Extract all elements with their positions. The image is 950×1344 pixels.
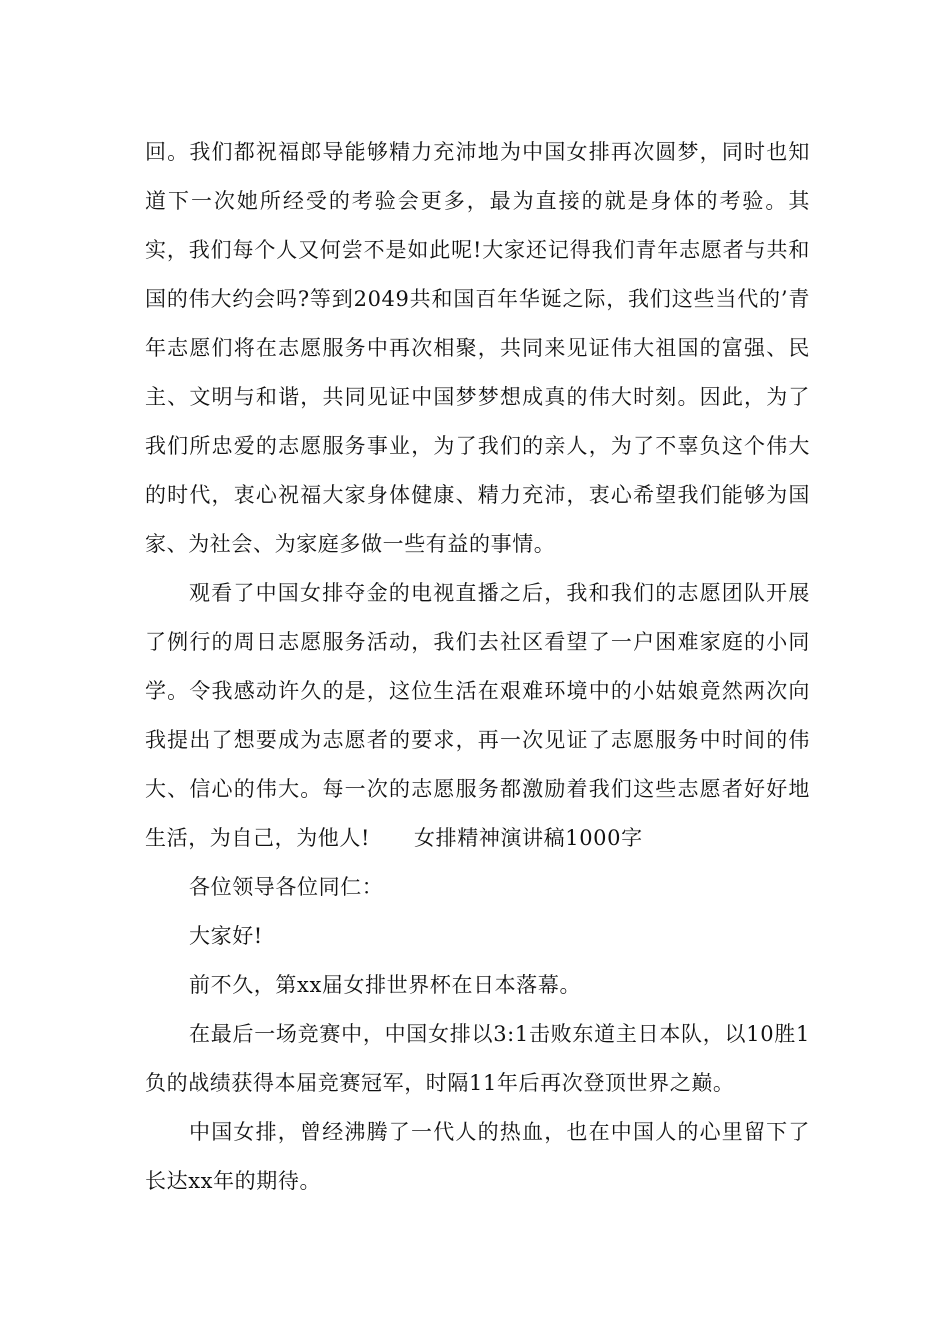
paragraph-world-cup-end: 前不久，第xx届女排世界杯在日本落幕。 [189, 973, 582, 997]
speech-title: 女排精神演讲稿1000字 [414, 826, 643, 850]
greeting: 大家好! [189, 924, 263, 948]
document-body [145, 128, 810, 1206]
salutation: 各位领导各位同仁： [189, 875, 384, 899]
paragraph-final-match: 在最后一场竞赛中，中国女排以3:1击败东道主日本队，以10胜1负的战绩获得本届竞赛冠军，时隔11年后再次登顶世界之巅。 [145, 1022, 810, 1095]
paragraph-volunteer-activity [145, 569, 810, 863]
paragraph-volunteer-text: 观看了中国女排夺金的电视直播之后，我和我们的志愿团队开展了例行的周日志愿服务活动，我们去社区看望了一户困难家庭的小同学。令我感动许久的是，这位生活在艰难环境中的小姑娘竟然两次向我提出了想要成为志愿者的要求，再一次见证了志愿服务中时间的伟大、信心的伟大。每一次的志愿服务都激励着我们这些志愿者好好地生活，为自己，为他人! [145, 581, 810, 850]
paragraph-national-expectation: 中国女排，曾经沸腾了一代人的热血，也在中国人的心里留下了长达xx年的期待。 [145, 1120, 810, 1193]
paragraph-continuation: 回。我们都祝福郎导能够精力充沛地为中国女排再次圆梦，同时也知道下一次她所经受的考验会更多，最为直接的就是身体的考验。其实，我们每个人又何尝不是如此呢!大家还记得我们青年志愿者与共和国的伟大约会吗?等到2049共和国百年华诞之际，我们这些当代的’青年志愿们将在志愿服务中再次相聚，共同来见证伟大祖国的富强、民主、文明与和谐，共同见证中国梦梦想成真的伟大时刻。因此，为了我们所忠爱的志愿服务事业，为了我们的亲人，为了不辜负这个伟大的时代，衷心祝福大家身体健康、精力充沛，衷心希望我们能够为国家、为社会、为家庭多做一些有益的事情。 [145, 140, 810, 556]
